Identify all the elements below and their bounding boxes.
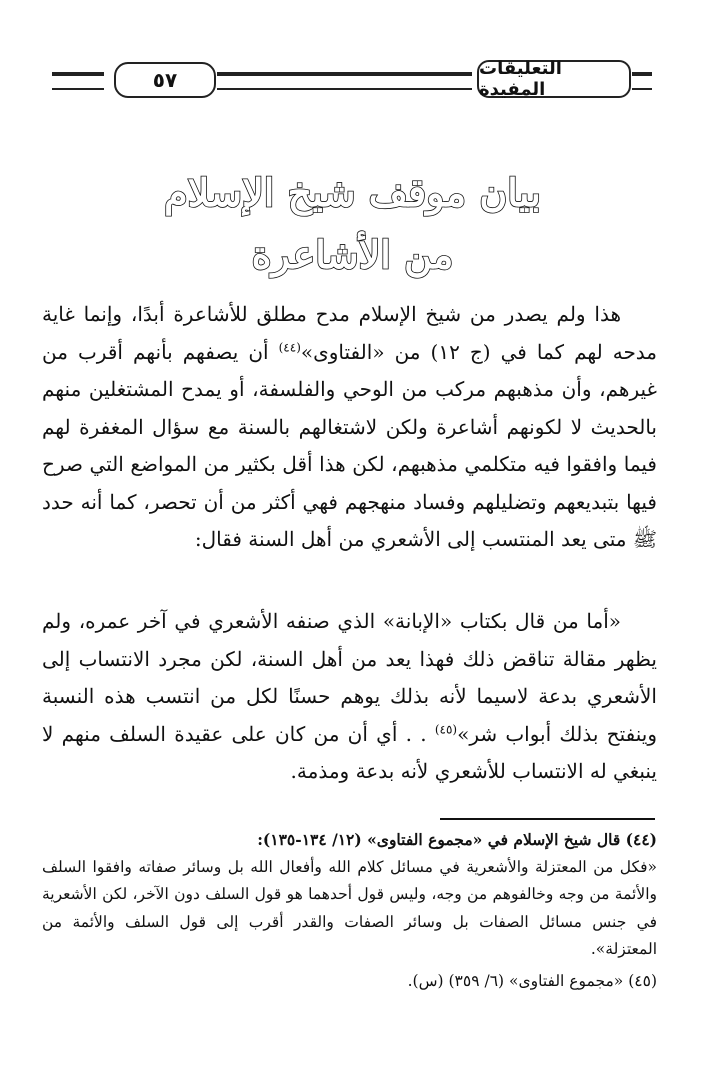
header-rule-right bbox=[632, 72, 652, 90]
section-heading bbox=[60, 162, 645, 286]
footnotes bbox=[42, 826, 657, 995]
paragraph-1-text-b: أن يصفهم بأنهم أقرب من غيرهم، وأن مذهبهم مركب من الوحي والفلسفة، أو يمدح المشتغلين منهم بالحديث لا لكونهم أشاعرة ولكن لاشتغالهم بالسنة مع سؤال المغفرة لهم فيما وافقوا فيه متكلمي مذهبهم، لكن هذا أقل بكثير من المواضع التي صرح فيها بتبديعهم وتضليلهم وفساد منهجهم فهي أكثر من أن تحصر، كما أنه حدد ﷺ متى يعد المنتسب إلى الأشعري من أهل السنة فقال: bbox=[42, 339, 657, 551]
footnote-separator bbox=[440, 818, 655, 820]
footnote-44-text: «فكل من المعتزلة والأشعرية في مسائل كلام الله وأفعال الله بل وسائر صفاته وافقوا السلف والأئمة من وجه وخالفوهم من وجه، وليس قول أحدهما هو قول السلف دون الآخر، لكن الأشعرية في جنس مسائل الصفات بل وسائر الصفات والقدر أقرب إلى قول السلف والأئمة من المعتزلة». bbox=[42, 857, 657, 958]
section-heading-line-2: من الأشاعرة bbox=[251, 232, 454, 277]
paragraph-2 bbox=[42, 603, 657, 791]
paragraph-2-text-b: . . أي أن من كان على عقيدة السلف منهم لا ينبغي له الانتساب للأشعري لأنه بدعة ومذمة. bbox=[42, 721, 657, 783]
section-heading-line-1: بيان موقف شيخ الإسلام bbox=[164, 170, 541, 215]
page-header bbox=[52, 58, 652, 100]
header-rule-middle bbox=[217, 72, 472, 90]
paragraph-2-text-a: «أما من قال بكتاب «الإبانة» الذي صنفه الأشعري في آخر عمره، ولم يظهر مقالة تناقض ذلك فهذا يعد من أهل السنة، لكن مجرد الانتساب إلى الأشعري بدعة لاسيما لأنه بذلك يوهم حسنًا لكل من انتسب هذه النسبة وينفتح بذلك أبواب شر» bbox=[42, 609, 657, 746]
footnote-ref-44: (٤٤) bbox=[278, 339, 301, 354]
page-number: ٥٧ bbox=[114, 62, 216, 98]
footnote-44-heading: (٤٤) قال شيخ الإسلام في «مجموع الفتاوى» (١٢/ ١٣٤-١٣٥): bbox=[257, 830, 657, 849]
header-rule-left bbox=[52, 72, 104, 90]
footnote-ref-45: (٤٥) bbox=[434, 721, 458, 736]
paragraph-1 bbox=[42, 296, 657, 559]
paragraph-1-text-a: هذا ولم يصدر من شيخ الإسلام مدح مطلق للأشاعرة أبدًا، وإنما غاية مدحه لهم كما في (ج ١٢) من «الفتاوى» bbox=[42, 302, 658, 364]
footnote-45: (٤٥) «مجموع الفتاوى» (٦/ ٣٥٩) (س). bbox=[407, 971, 657, 990]
running-title: التعليقات المفيدة bbox=[477, 60, 631, 98]
